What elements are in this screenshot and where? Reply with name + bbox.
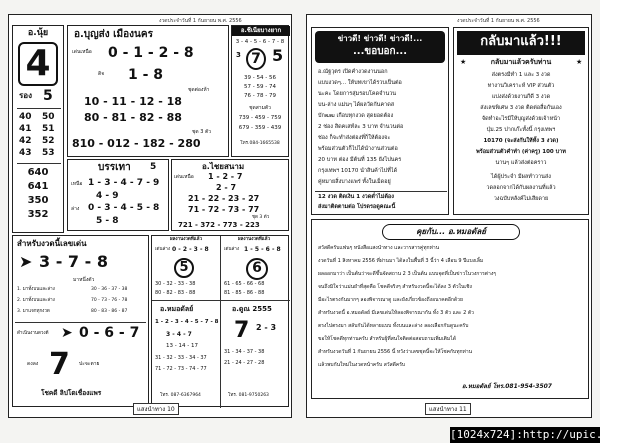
col1-triple-1: 641 bbox=[27, 181, 49, 192]
br-d2: 31 - 34 - 37 - 38 bbox=[224, 349, 265, 355]
news-line-3: บน-ล่าง แม่นๆ ได้ผลวัดกันคาดส bbox=[318, 102, 395, 108]
mid-right-r2: 2 - 7 bbox=[216, 183, 237, 192]
ad-line-4: จัดทำอะไรมีให้บุญส่งด้วยเจ้าหน้า bbox=[481, 116, 561, 122]
ad-line-11: วงฉบับหลังค์ไม่เสียดาย bbox=[493, 196, 549, 202]
col1-pair-1b: 51 bbox=[42, 124, 55, 134]
ad-title: กลับมาแล้ว!!! bbox=[480, 34, 562, 49]
news-note-2: ส่งมาติดตามต่อ โปรดรอดูคณะนี้ bbox=[318, 204, 396, 210]
bottom-left-box bbox=[12, 235, 149, 407]
bl-line-0: มาหนึ่งตัว bbox=[73, 277, 95, 283]
col1-triple-3: 352 bbox=[27, 209, 49, 220]
article-para-8: สำหรับงวดวันที่ 1 กันยายน 2556 นี้ หวังว่าเลขชุดนี้จะให้โชคกับทุกท่าน bbox=[318, 349, 473, 355]
bl-num-1: 70 - 73 - 76 - 78 bbox=[91, 298, 128, 303]
mid-left-title-num: 5 bbox=[150, 162, 157, 172]
br-head-left: ผลงานงวดที่แล้ว bbox=[170, 237, 202, 242]
ad-line-9: ได้ผู้ประจำ มีผลทำวานส่ง bbox=[491, 174, 551, 180]
br-a-big: 5 bbox=[179, 260, 189, 275]
side-line-0: 39 - 54 - 56 bbox=[244, 75, 276, 81]
ad-line-3: ส่งเลขพิเศษ 3 งวด ติดต่อสื่อกันเอง bbox=[480, 105, 562, 111]
news-note-1: 12 งวด ติดเงิน 1 งวดต่ำไม่ต้อง bbox=[318, 194, 394, 200]
news-line-9: กรุงเทพฯ 10170 นำสินค้าไปที่ได้ bbox=[318, 168, 398, 174]
mid-left-r1: 1 - 3 - 4 - 7 - 9 bbox=[88, 178, 160, 188]
article-box bbox=[311, 219, 589, 399]
bl-pick2: 0 - 6 - 7 bbox=[79, 325, 140, 341]
article-sign: อ.หมอดัลย์ โทร.081-954-3507 bbox=[462, 383, 552, 390]
news-line-10: คู่หมายสิ่งบางแพร่ ทั้งในเม็ดอยู่ bbox=[318, 179, 391, 185]
ad-title-banner bbox=[457, 31, 585, 55]
br-head-right: ผลงานงวดที่แล้ว bbox=[238, 237, 270, 242]
mid-left-title: บรรเทา bbox=[98, 162, 131, 173]
bl-arrow2: ➤ bbox=[61, 325, 73, 341]
mid-right-r5: 721 - 372 - 773 - 223 bbox=[178, 221, 260, 229]
article-para-1: งวดวันที่ 1 สิงหาคม 2556 ที่ผ่านมา ได้ลงในพื้นที่ 3 นี้ว่า 4 เลือน 9 ปีแบงเลิ้ม bbox=[318, 258, 484, 264]
ad-star-right-icon: ★ bbox=[576, 58, 583, 66]
article-para-9: แล้วพบกันใหม่ในงวดหน้าครับ สวัสดีครับ bbox=[318, 362, 406, 368]
mid-left-r2: 4 - 9 bbox=[96, 191, 119, 201]
mid-right-r3: 21 - 22 - 23 - 27 bbox=[188, 194, 260, 203]
main-triples: 810 - 012 - 182 - 280 bbox=[72, 137, 201, 150]
br-c-phone: โทร. 087-6367964 bbox=[160, 393, 201, 398]
col1-box bbox=[12, 25, 64, 233]
news-line-1: แบบงวดๆ... ให้บทเขาได้รวบเป็นต่อ bbox=[318, 80, 402, 86]
bl-big-suffix: ปะจะตาย bbox=[79, 361, 100, 367]
col1-pair-3b: 53 bbox=[42, 148, 55, 158]
ad-line-1: ทางานวิเคราะห์ VIP ส่วนตัว bbox=[487, 83, 555, 89]
ad-line-6: 10170 (จะส่งกันให้ทั้ง 3 งวด) bbox=[483, 138, 559, 144]
mid-left-r3: 0 - 3 - 4 - 5 - 8 bbox=[88, 203, 160, 213]
mid-left-r3-label: ล่าง bbox=[71, 206, 80, 212]
br-b1: 1 - 5 - 6 - 8 bbox=[244, 246, 281, 253]
main-set-label: ชุดต่องห้า bbox=[188, 87, 210, 93]
bl-title: สำหรับงวดนี้เลขเด่น bbox=[17, 239, 87, 248]
bl-num-2: 80 - 83 - 86 - 87 bbox=[91, 309, 128, 314]
bl-line-3: 3. มาแจกทุกงวด bbox=[17, 309, 50, 314]
main-row2: 1 - 8 bbox=[128, 67, 164, 83]
br-b-circle bbox=[246, 258, 268, 280]
br-a1: 0 - 2 - 3 - 8 bbox=[172, 246, 209, 253]
side-big-circle bbox=[246, 48, 266, 70]
br-b3: 81 - 85 - 86 - 88 bbox=[224, 290, 265, 296]
br-c5: 71 - 72 - 73 - 74 - 77 bbox=[155, 366, 207, 372]
mid-right-title: อ.ไชยสนาม bbox=[202, 162, 245, 171]
right-page-footer: แสงนำทาง 11 bbox=[425, 403, 471, 415]
main-row2-label: ดิจ bbox=[98, 71, 105, 77]
bl-big: 7 bbox=[49, 347, 70, 382]
mid-left-r4: 5 - 8 bbox=[96, 216, 119, 226]
mid-right-r4: 71 - 72 - 73 - 77 bbox=[188, 205, 260, 214]
br-c1: 1 - 2 - 3 - 4 - 5 - 7 - 8 bbox=[155, 319, 219, 325]
mid-right-label: ชุด 3 ตัว bbox=[252, 215, 270, 220]
news-line-2: นะคะ โดยการสุ่มรอบโคดจำนวน bbox=[318, 91, 397, 97]
side-line-1: 57 - 59 - 74 bbox=[244, 84, 276, 90]
news-line-4: บักฒฒ เกือบทุกงวด สุดยอดต้อง bbox=[318, 113, 394, 119]
article-para-2: ผลออกมาว่า เป็นต้นว่าจะดีขึ้นจัดสถาน 2 3 เป็นต้น แบบจุดที่เป็นข่าวในวงการต่างๆ bbox=[318, 271, 496, 277]
col1-second-digit: 5 bbox=[43, 88, 53, 104]
col1-pair-0b: 50 bbox=[42, 112, 55, 122]
side-phone: โทร.084-1665538 bbox=[240, 141, 280, 146]
mid-right-box bbox=[171, 159, 289, 231]
br-d3: 21 - 24 - 27 - 28 bbox=[224, 360, 265, 366]
main-box bbox=[67, 25, 229, 157]
article-para-4: มีอะไรตรงกันมากๆ ลองพิจารณาดู และยังเกี่ยวข้องถึงอนาคตอีกด้วย bbox=[318, 297, 463, 303]
br-a-label: เด่นล่าง bbox=[155, 247, 171, 252]
br-b-big: 6 bbox=[252, 260, 262, 276]
ad-line-5: ปุ่ม.25 ปากเก๊ะทั้งนี้ กรุงเทพฯ bbox=[486, 127, 556, 133]
left-page-footer: แสงนำทาง 10 bbox=[133, 403, 179, 415]
col1-author: อ.นุ้ย bbox=[27, 28, 49, 38]
left-page bbox=[8, 14, 292, 418]
ad-line-8: นานๆ แล้วส่งต่อคราว bbox=[495, 160, 547, 166]
news-line-5: 2 ช่อง สิดคเสท์ละ 3 บาท จำนวนต่อ bbox=[318, 124, 404, 130]
news-line-0: อ.ณัฐวุตร เปิดคำงวดงานนอก bbox=[318, 69, 388, 75]
br-d1: 2 - 3 bbox=[256, 323, 277, 332]
br-a2: 30 - 32 - 33 - 38 bbox=[155, 281, 196, 287]
ad-line-0: ส่งตรงมีทำ 1 และ 3 งวด bbox=[491, 72, 551, 78]
side-box bbox=[231, 25, 289, 157]
side-t2: 679 - 359 - 439 bbox=[238, 125, 282, 131]
article-para-7: ขอให้โชคดีทุกท่านครับ สำหรับผู้ที่สนใจติดต่อสอบถามเพิ่มเติมได้ bbox=[318, 336, 456, 342]
col1-triple-2: 350 bbox=[27, 195, 49, 206]
bl-line-1: 1. มาทั้งบนและล่าง bbox=[17, 287, 55, 292]
main-row1: 0 - 1 - 2 - 8 bbox=[108, 45, 194, 61]
bl-line-2: 2. มาทั้งบนและล่าง bbox=[17, 298, 55, 303]
col1-pair-0a: 40 bbox=[19, 112, 32, 122]
news-title-1: ข่าวดี! ข่าวดี! ข่าวดี!... bbox=[337, 34, 423, 43]
br-c3: 13 - 14 - 17 bbox=[166, 343, 198, 349]
br-c4: 31 - 32 - 33 - 34 - 37 bbox=[155, 355, 207, 361]
news-box bbox=[311, 27, 449, 215]
main-set1: 10 - 11 - 12 - 18 bbox=[84, 95, 182, 108]
left-page-header: งวดประจำวันที่ 1 กันยายน พ.ศ. 2556 bbox=[159, 18, 242, 24]
main-title: อ.บุญส่ง เมืองนคร bbox=[74, 29, 153, 40]
news-line-6: ช่อง ก็จะทำส่งต่องที่ก็ให้ต้องจะ bbox=[318, 135, 391, 141]
side-label: ชุดสามตัว bbox=[249, 105, 271, 111]
col1-big-frame bbox=[18, 42, 58, 86]
side-t1: 739 - 459 - 759 bbox=[238, 115, 282, 121]
article-title: คุยกับ... อ.หมอดัลย์ bbox=[416, 227, 486, 236]
side-title: อ.ชีเนียบางยาก bbox=[232, 26, 290, 36]
bl-pick: 3 - 7 - 8 bbox=[39, 252, 108, 271]
ad-box bbox=[453, 27, 589, 215]
side-l1: 3 bbox=[236, 51, 241, 59]
news-title-2: ...ขอบอก... bbox=[352, 46, 408, 57]
side-big: 7 bbox=[251, 51, 261, 67]
mid-right-r1-label: เด่นเหนือ bbox=[174, 174, 194, 180]
col1-second-label: รอง bbox=[19, 91, 33, 100]
br-a3: 80 - 82 - 83 - 88 bbox=[155, 290, 196, 296]
mid-left-box bbox=[67, 159, 169, 231]
col1-triple-0: 640 bbox=[27, 167, 49, 178]
side-big2: 5 bbox=[272, 46, 284, 65]
ad-line-2: แบ่งส่งด้วยงานกีดี 3 งวด bbox=[491, 94, 551, 100]
article-para-5: สำหรับงวดนี้ อ.หมอดัลย์ มีเลขเด่นให้ลองพิจารณากัน ทั้ง 3 ตัว และ 2 ตัว bbox=[318, 310, 474, 316]
bl-big-label: ดงลง bbox=[27, 361, 39, 367]
main-set-label2: ชุด 3 ตัว bbox=[192, 129, 212, 135]
news-title-banner bbox=[315, 31, 445, 63]
right-page bbox=[306, 14, 592, 418]
main-set2: 80 - 81 - 82 - 88 bbox=[84, 111, 182, 124]
article-title-frame bbox=[382, 224, 520, 240]
news-line-7: พร้อมส่วนตัวก็ไปได้นำงานส่วนต่อ bbox=[318, 146, 398, 152]
br-d-title: อ.ดูณ 2555 bbox=[232, 305, 272, 313]
col1-pair-2b: 52 bbox=[42, 136, 55, 146]
side-nums-top: 3 - 4 - 5 - 6 - 7 - 8 bbox=[235, 39, 285, 45]
mid-right-r1: 1 - 2 - 7 bbox=[208, 172, 243, 181]
br-d-big: 7 bbox=[234, 318, 250, 343]
news-line-8: 20 บาท ต่อง มีต้นที่ 135 ยังไปนคร bbox=[318, 157, 402, 163]
br-c2: 3 - 4 - 7 bbox=[166, 331, 192, 338]
side-line-2: 76 - 78 - 79 bbox=[244, 93, 276, 99]
watermark-banner: [1024x724]:http://upic.me/ bbox=[450, 428, 622, 441]
article-para-6: ตรงไปตรงมา สลับกันได้หลายแบบ ทั้งบนและล่าง ลองเลือกกันดูนะครับ bbox=[318, 323, 469, 329]
ad-line-7: พร้อมส่วนตัวคำทำ (ค่าครู) 100 บาท bbox=[476, 149, 566, 155]
mid-left-r1-label: เหนือ bbox=[71, 181, 83, 187]
bl-pick2-label: ดำเนินงานดวงดี bbox=[17, 331, 49, 336]
right-page-header: งวดประจำวันที่ 1 กันยายน พ.ศ. 2556 bbox=[457, 18, 540, 24]
bl-arrow: ➤ bbox=[19, 252, 33, 271]
main-row1-label: เด่นเหนือ bbox=[72, 49, 92, 55]
br-c-title: อ.หมอดัลย์ bbox=[160, 305, 194, 313]
br-b-label: เด่นล่าง bbox=[224, 247, 240, 252]
ad-line-10: วดลอกจากได้กับผลงานที่แล้ว bbox=[486, 185, 556, 191]
col1-pair-1a: 41 bbox=[19, 124, 32, 134]
bl-footer: โชคดี ลิปโดเชื่องแพร bbox=[41, 389, 102, 397]
col1-pair-3a: 43 bbox=[19, 148, 32, 158]
article-para-0: สวัสดีครับแฟนๆ หนังสือแสงนำทาง และวารสารคู่ทุกท่าน bbox=[318, 245, 440, 251]
col1-pair-2a: 42 bbox=[19, 136, 32, 146]
bottom-right-box bbox=[151, 235, 289, 407]
ad-sub: กลับมาแล้วครับท่าน bbox=[490, 58, 552, 66]
br-b2: 61 - 65 - 66 - 68 bbox=[224, 281, 265, 287]
col1-big-digit: 4 bbox=[25, 43, 51, 84]
bl-num-0: 30 - 36 - 37 - 38 bbox=[91, 287, 128, 292]
br-d-phone: โทร. 081-9750263 bbox=[228, 393, 269, 398]
article-para-3: จนถึงมิใจว่าแม่นยำที่สุดคือ โชคดีจริงๆ สำหรับงวดนี้จะได้ลง 3 ตัวในเชิง bbox=[318, 284, 472, 290]
br-a-circle bbox=[174, 258, 194, 278]
ad-star-left-icon: ★ bbox=[460, 58, 467, 66]
